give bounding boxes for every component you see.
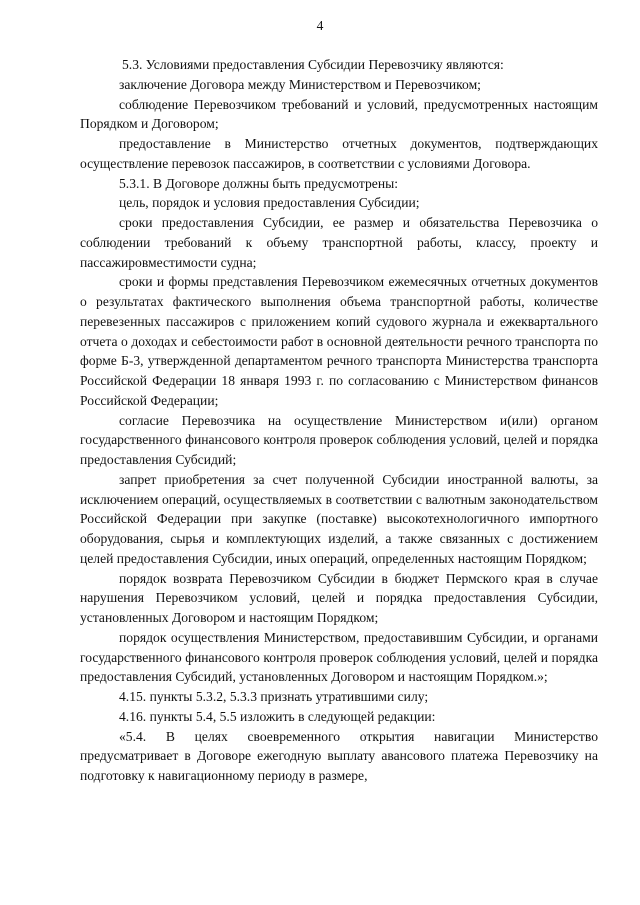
paragraph-5-3-1: 5.3.1. В Договоре должны быть предусмотрены: (119, 175, 399, 191)
paragraph-5-3: 5.3. Условиями предоставления Субсидии Перевозчику являются: (122, 57, 504, 72)
paragraph-reporting-forms: сроки и формы представления Перевозчиком ежемесячных отчетных документов о результатах фактического выполнения объема транспортной работы, количестве перевезенных пассажиров с приложением копий судового журнала и ежеквартального отчета о доходах и себестоимости работ в основной деятельности речного транспорта по форме Б-3, утвержденной департаментом речного транспорта Министерства транспорта Российской Федерации 18 января 1993 г. по согласованию с Министерством финансов Российской Федерации; (80, 274, 598, 408)
paragraph-4-16: 4.16. пункты 5.4, 5.5 изложить в следующей редакции: (119, 708, 436, 724)
paragraph-control: порядок осуществления Министерством, предоставившим Субсидии, и органами государственного финансового контроля проверок соблюдения условий, целей и порядка предоставления Субсидий, установленных Договором и настоящим Порядком.»; (80, 629, 598, 685)
paragraph-refund: порядок возврата Перевозчиком Субсидии в бюджет Пермского края в случае нарушения Перевозчиком условий, целей и порядка предоставления Субсидии, установленных Договором и настоящим Порядком; (80, 570, 598, 625)
paragraph-4-15: 4.15. пункты 5.3.2, 5.3.3 признать утратившими силу; (119, 689, 429, 704)
paragraph-consent: согласие Перевозчика на осуществление Министерством и(или) органом государственного финансового контроля проверок соблюдения условий, целей и порядка предоставления Субсидий; (80, 412, 598, 467)
paragraph-reporting: предоставление в Министерство отчетных документов, подтверждающих осуществление перевозок пассажиров, в соответствии с условиями Договора. (80, 136, 598, 171)
paragraph-terms: сроки предоставления Субсидии, ее размер и обязательства Перевозчика о соблюдении требований к объему транспортной работы, классу, проекту и пассажировместимости судна; (80, 215, 598, 270)
page-number: 4 (316, 18, 324, 33)
paragraph-compliance: соблюдение Перевозчиком требований и условий, предусмотренных настоящим Порядком и Договором; (80, 96, 598, 132)
paragraph-currency-ban: запрет приобретения за счет полученной Субсидии иностранной валюты, за исключением операций, осуществляемых в соответствии с валютным законодательством Российской Федерации при закупке (поставке) высокотехнологичного импортного оборудования, сырья и комплектующих изделий, а также связанных с достижением целей предоставления Субсидии, иных операций, определенных настоящим Порядком; (80, 471, 598, 566)
document-body (80, 55, 598, 786)
paragraph-purpose: цель, порядок и условия предоставления Субсидии; (119, 195, 420, 211)
paragraph-5-4: «5.4. В целях своевременного открытия навигации Министерство предусматривает в Договоре ежегодную выплату авансового платежа Перевозчику на подготовку к навигационному периоду в размере, (80, 728, 598, 783)
paragraph-contract-conclusion: заключение Договора между Министерством и Перевозчиком; (119, 76, 481, 92)
